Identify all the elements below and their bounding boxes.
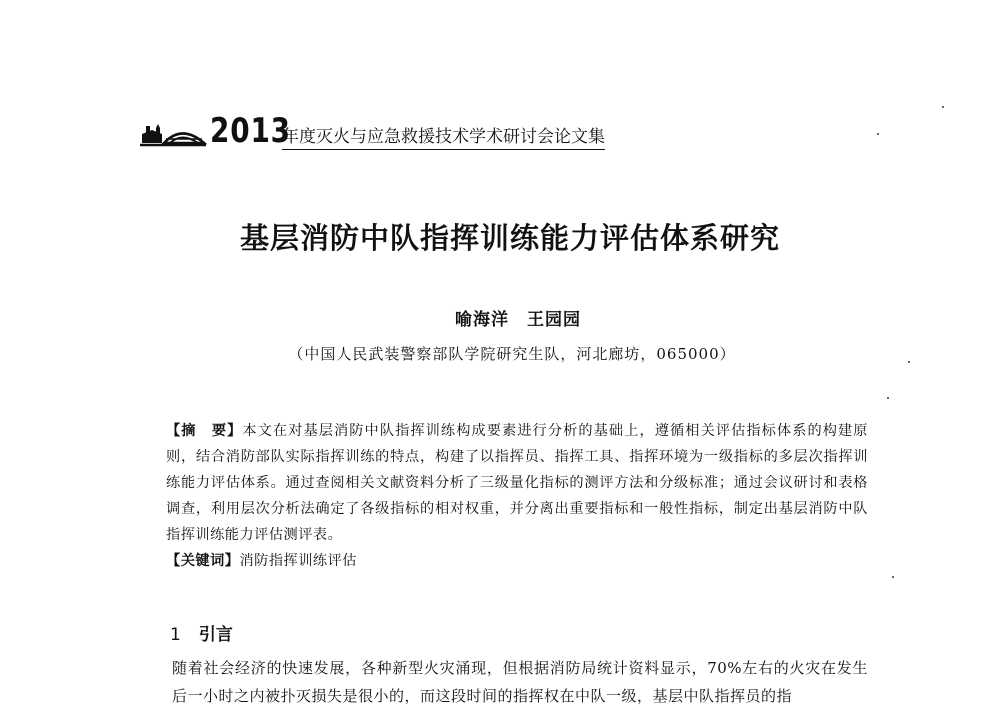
proceedings-year: 2013 [210, 111, 291, 151]
paragraph-text: 随着社会经济的快速发展，各种新型火灾涌现，但根据消防局统计资料显示，70%左右的火灾在发生后一小时之内被扑灭损失是很小的，而这段时间的指挥权在中队一级，基层中队指挥员的指 [172, 659, 868, 705]
paper-title: 基层消防中队指挥训练能力评估体系研究 [239, 221, 780, 255]
scan-speck [877, 133, 879, 135]
abstract-block [138, 418, 868, 548]
keywords-text: 消防指挥训练评估 [239, 553, 357, 569]
scan-speck [942, 106, 944, 108]
section-title: 引言 [198, 625, 233, 645]
scan-speck [887, 397, 889, 399]
keywords-line [166, 550, 357, 570]
body-paragraph [138, 654, 868, 710]
section-heading [170, 620, 233, 645]
building-logo-icon [138, 118, 208, 148]
scan-speck [908, 361, 910, 363]
paper-authors: 喻海洋 王园园 [455, 310, 581, 330]
keywords-label: 【关键词】 [166, 553, 240, 569]
scan-speck [892, 576, 894, 578]
abstract-label: 【摘 要】 [166, 423, 243, 439]
section-number: 1 [170, 625, 181, 645]
abstract-text: 本文在对基层消防中队指挥训练构成要素进行分析的基础上，遵循相关评估指标体系的构建原则，结合消防部队实际指挥训练的特点，构建了以指挥员、指挥工具、指挥环境为一级指标的多层次指挥训练能力评估体系。通过查阅相关文献资料分析了三级量化指标的测评方法和分级标准；通过会议研讨和表格调查，利用层次分析法确定了各级指标的相对权重，并分离出重要指标和一般性指标，制定出基层消防中队指挥训练能力评估测评表。 [166, 423, 868, 543]
author-affiliation: （中国人民武装警察部队学院研究生队，河北廊坊，065000） [288, 345, 736, 363]
proceedings-title: 年度灭火与应急救援技术学术研讨会论文集 [282, 126, 605, 150]
